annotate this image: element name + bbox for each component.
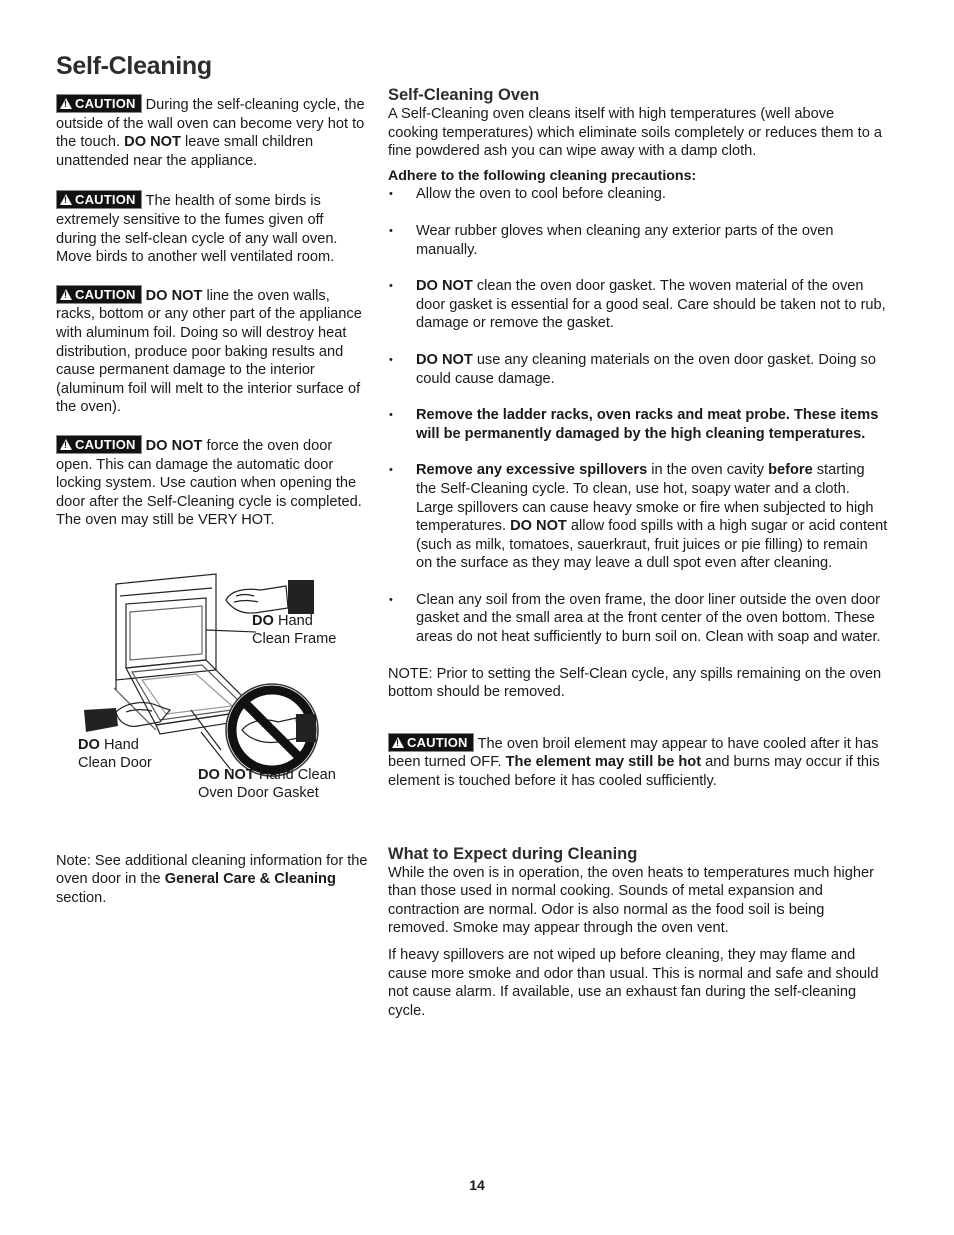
warning-triangle-icon [60, 289, 72, 300]
list-item: • DO NOT clean the oven door gasket. The woven material of the oven door gasket is essential for a good seal. Care should be taken not to rub, damage or remove the gasket. [388, 277, 888, 333]
caution-foil: !CAUTION DO NOT line the oven walls, racks, bottom or any other part of the appliance with aluminum foil. Doing so will destroy heat distribution, produce poor baking results and cause permanent damage to the interior (aluminum foil will melt to the interior surface of the oven). [56, 285, 368, 417]
left-column [56, 94, 368, 908]
caution-badge: !CAUTION [56, 435, 142, 454]
intro-paragraph: A Self-Cleaning oven cleans itself with high temperatures (well above cooking temperatures) which eliminate soils completely or reduces them to a fine powdered ash you can wipe away with a damp cloth. [388, 106, 882, 160]
warning-triangle-icon [392, 737, 404, 748]
list-item: • Remove any excessive spillovers in the oven cavity before starting the Self-Cleaning cycle. To clean, use hot, soapy water and a cloth. Large spillovers can cause heavy smoke or fire when subjected to high temperatures. DO NOT allow food spills with a high sugar or acid content (such as milk, tomatoes, sauerkraut, fruit juices or pie filling) to remain on the surface as they may leave a dull spot even after cleaning. [388, 461, 888, 573]
caution-badge: !CAUTION [56, 285, 142, 304]
left-note: Note: See additional cleaning information for the oven door in the General Care & Cleaning section. [56, 852, 368, 907]
warning-triangle-icon [60, 98, 72, 109]
note-spills: NOTE: Prior to setting the Self-Clean cycle, any spills remaining on the oven bottom should be removed. [388, 665, 882, 701]
caution-broil-element: !CAUTION The oven broil element may appear to have cooled after it has been turned OFF. The element may still be hot and burns may occur if this element is touched before it has cooled sufficiently. [388, 733, 888, 791]
section-heading-self-cleaning-oven: Self-Cleaning Oven [388, 86, 540, 104]
label-do-hand-clean-frame: DO Hand Clean Frame [252, 612, 337, 648]
page-title: Self-Cleaning [56, 52, 212, 80]
caution-badge: !CAUTION [388, 733, 474, 752]
list-item: • Clean any soil from the oven frame, the door liner outside the oven door gasket and the small area at the front center of the oven bottom. These areas do not heat sufficiently to burn soil on. Clean with soap and water. [388, 591, 888, 647]
caution-badge: !CAUTION [56, 190, 142, 209]
label-do-not-clean-gasket: DO NOT Hand Clean Oven Door Gasket [198, 766, 336, 802]
right-column [388, 86, 888, 1020]
list-item: • Allow the oven to cool before cleaning. [388, 185, 888, 204]
label-do-hand-clean-door: DO Hand Clean Door [78, 736, 152, 772]
warning-triangle-icon [60, 194, 72, 205]
precautions-heading: Adhere to the following cleaning precautions: [388, 167, 697, 184]
expect-paragraph-1: While the oven is in operation, the oven heats to temperatures much higher than those used in normal cooking. Sounds of metal expansion and contraction are normal. Odor is also normal as the food soil is being removed. Smoke may appear through the oven vent. [388, 864, 874, 937]
expect-paragraph-2: If heavy spillovers are not wiped up before cleaning, they may flame and cause more smoke and odor than usual. This is normal and safe and should not cause alarm. If available, use an exhaust fan during the self-cleaning cycle. [388, 947, 879, 1019]
list-item: • DO NOT use any cleaning materials on the oven door gasket. Doing so could cause damage. [388, 351, 888, 388]
oven-cleaning-illustration [56, 560, 368, 850]
list-item: • Wear rubber gloves when cleaning any exterior parts of the oven manually. [388, 222, 888, 259]
page-number: 14 [469, 1177, 485, 1193]
oven-door-diagram [56, 560, 368, 850]
section-heading-what-to-expect: What to Expect during Cleaning [388, 844, 638, 863]
caution-badge: !CAUTION [56, 94, 142, 113]
precautions-list [388, 185, 888, 646]
warning-triangle-icon [60, 439, 72, 450]
list-item: • Remove the ladder racks, oven racks and meat probe. These items will be permanently damaged by the high cleaning temperatures. [388, 406, 888, 443]
caution-birds: !CAUTION The health of some birds is extremely sensitive to the fumes given off during the self-clean cycle of any wall oven. Move birds to another well ventilated room. [56, 190, 368, 266]
caution-door-lock: !CAUTION DO NOT force the oven door open. This can damage the automatic door locking system. Use caution when opening the door after the Self-Cleaning cycle is completed. The oven may still be VERY HOT. [56, 435, 368, 530]
caution-hot-outside: !CAUTION During the self-cleaning cycle, the outside of the wall oven can become very hot to the touch. DO NOT leave small children unattended near the appliance. [56, 94, 368, 170]
